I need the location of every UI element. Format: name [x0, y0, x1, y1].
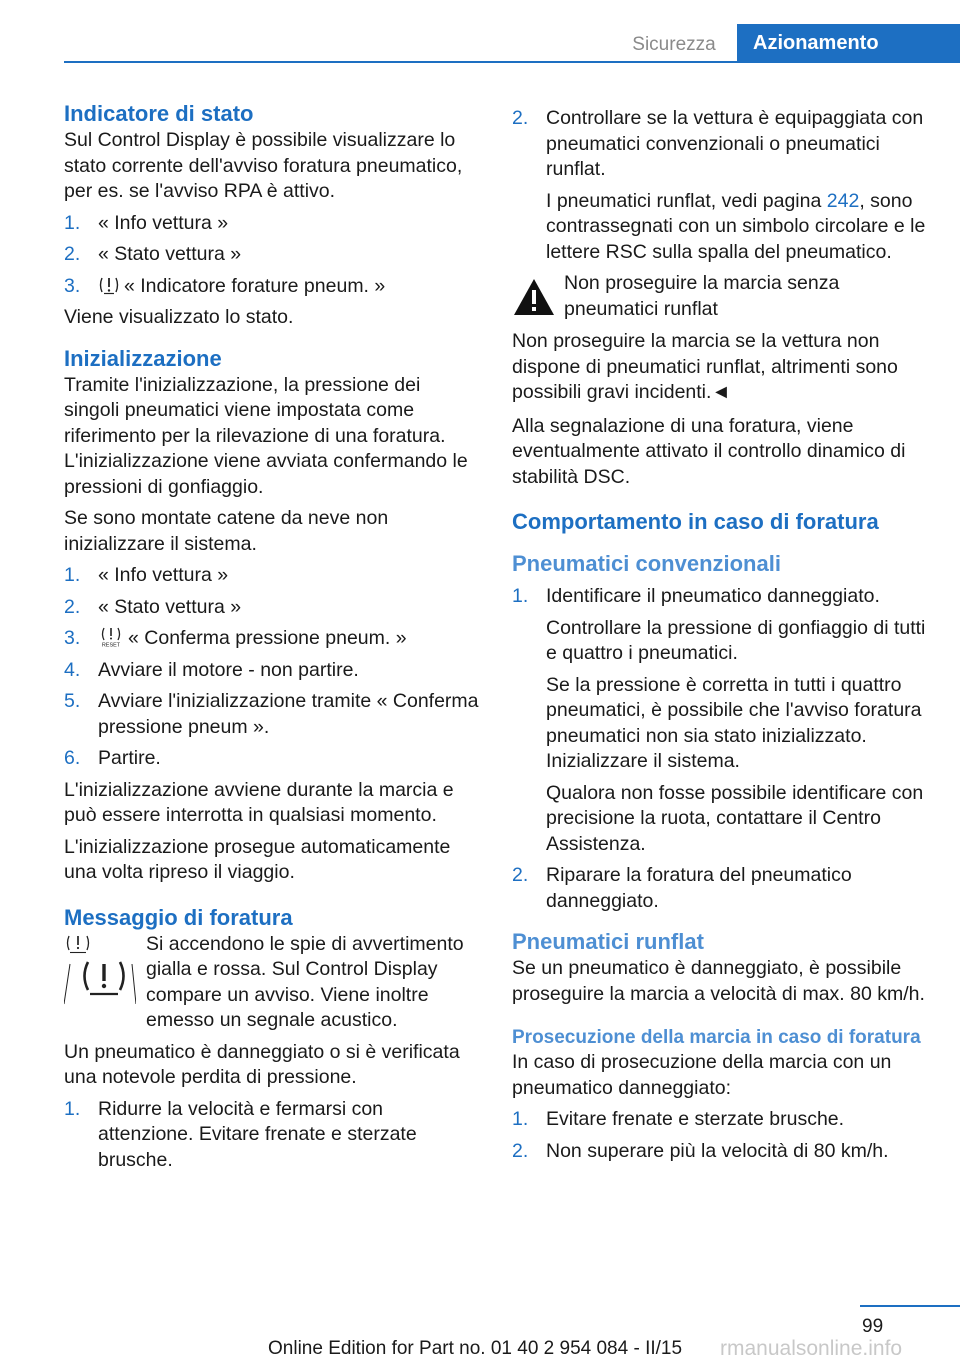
paragraph: In caso di prosecuzione della marcia con un pneumatico danneggiato: — [512, 1051, 892, 1099]
tire-reset-icon — [98, 627, 124, 647]
list-item: 2. Non superare più la velocità di 80 km/h. — [512, 1139, 889, 1162]
steps-list-continued — [512, 106, 928, 265]
paragraph: Se un pneumatico è danneggiato, è possibile proseguire la marcia a velocità di max. 80 km/h. — [512, 957, 925, 1005]
paragraph: Tramite l'inizializzazione, la pressione dei singoli pneumatici viene impostata come riferimento per la rilevazione di una foratura. L'inizializzazione viene avviata confermando le pressioni di gonfiaggio. — [64, 373, 468, 498]
heading-prosecuzione: Prosecuzione della marcia in caso di foratura — [512, 1027, 921, 1048]
steps-list-convenzionali — [512, 584, 928, 914]
paragraph: Un pneumatico è danneggiato o si è verificata una notevole perdita di pressione. — [64, 1040, 460, 1088]
warning-triangle-icon — [512, 277, 556, 317]
list-item: 1. « Info vettura » — [64, 564, 229, 586]
list-item: 6. Partire. — [64, 747, 161, 769]
list-item: 2. « Stato vettura » — [64, 243, 242, 265]
list-item: 1. Ridurre la velocità e fermarsi con attenzione. Evitare frenate e sterzate brusche. — [64, 1097, 417, 1171]
list-item: 5. Avviare l'inizializzazione tramite « Conferma pressione pneum ». — [64, 690, 479, 738]
steps-list-iniz — [64, 563, 480, 772]
tire-pressure-icon — [98, 275, 120, 295]
list-item: 1. Evitare frenate e sterzate brusche. — [512, 1108, 845, 1130]
heading-messaggio-foratura: Messaggio di foratura — [64, 904, 293, 930]
paragraph: Non proseguire la marcia se la vettura non dispone di pneumatici runflat, altrimenti sono possibili gravi incidenti.◄ — [512, 330, 898, 403]
warning-note — [512, 271, 928, 323]
list-item: 1. Identificare il pneumatico danneggiato. Controllare la pressione di gonfiaggio di tutti e quattro i pneumatici. Se la pressione è corretta in tutti i quattro pneumatici, è possibile che l'avviso foratura pneumatici non sia stato inizializzato. Inizializzare il sistema. Qualora non fosse possibile identificare con precisione la ruota, contattare il Centro Assistenza. — [512, 585, 926, 855]
page-link-242[interactable]: 242 — [826, 189, 860, 212]
tab-azionamento[interactable]: Azionamento — [737, 24, 960, 62]
list-item: 4. Avviare il motore - non partire. — [64, 658, 359, 681]
tab-sicurezza[interactable]: Sicurezza — [632, 33, 716, 55]
heading-inizializzazione: Inizializzazione — [64, 345, 222, 371]
paragraph: Alla segnalazione di una foratura, viene eventualmente attivato il controllo dinamico di stabilità DSC. — [512, 414, 906, 488]
paragraph: Si accendono le spie di avvertimento gialla e rossa. Sul Control Display compare un avviso. Viene inoltre emesso un segnale acustico. — [146, 932, 464, 1031]
paragraph: Se sono montate catene da neve non inizializzare il sistema. — [64, 507, 389, 555]
steps-list-prosecuzione — [512, 1107, 928, 1164]
list-item: 1. « Info vettura » — [64, 211, 229, 234]
heading-comportamento: Comportamento in caso di foratura — [512, 509, 879, 534]
paragraph: Sul Control Display è possibile visualizzare lo stato corrente dell'avviso foratura pneumatico, per es. se l'avviso RPA è attivo. — [64, 129, 463, 202]
list-item: 3. RESET « Conferma pressione pneum. » — [64, 627, 407, 649]
list-item: 2. Controllare se la vettura è equipaggiata con pneumatici convenzionali o pneumatici runflat. I pneumatici runflat, vedi pagina 242, sono contrassegnati con un simbolo circolare e le lettere RSC sulla spalla del pneumatico. — [512, 107, 926, 263]
header-rule — [64, 61, 960, 63]
tire-warning-icon — [64, 932, 136, 1012]
paragraph: L'inizializzazione avviene durante la marcia e può essere interrotta in qualsiasi momento. — [64, 778, 454, 826]
svg-text:RESET: RESET — [101, 642, 121, 647]
heading-pneumatici-runflat: Pneumatici runflat — [512, 929, 704, 954]
warning-title: Non proseguire la marcia senza pneumatici runflat — [564, 272, 840, 320]
footer-rule — [860, 1305, 960, 1307]
paragraph: Viene visualizzato lo stato. — [64, 306, 294, 328]
paragraph: L'inizializzazione prosegue automaticamente una volta ripreso il viaggio. — [64, 835, 451, 883]
steps-list-foratura — [64, 1097, 480, 1174]
warning-lights-icons — [64, 932, 136, 1020]
edition-text: Online Edition for Part no. 01 40 2 954 084 - II/15 — [268, 1338, 683, 1359]
heading-indicatore-stato: Indicatore di stato — [64, 101, 254, 126]
heading-pneumatici-convenzionali: Pneumatici convenzionali — [512, 551, 781, 576]
watermark: rmanualsonline.info — [720, 1337, 903, 1360]
list-item: 2. Riparare la foratura del pneumatico danneggiato. — [512, 864, 852, 912]
steps-list-stato — [64, 211, 480, 300]
right-column — [512, 100, 928, 1170]
list-item: 2. « Stato vettura » — [64, 595, 242, 618]
page-number: 99 — [862, 1316, 884, 1337]
list-item: 3. « Indicatore forature pneum. » — [64, 274, 386, 297]
left-column — [64, 100, 480, 1179]
warning-lights-block — [64, 932, 480, 1034]
